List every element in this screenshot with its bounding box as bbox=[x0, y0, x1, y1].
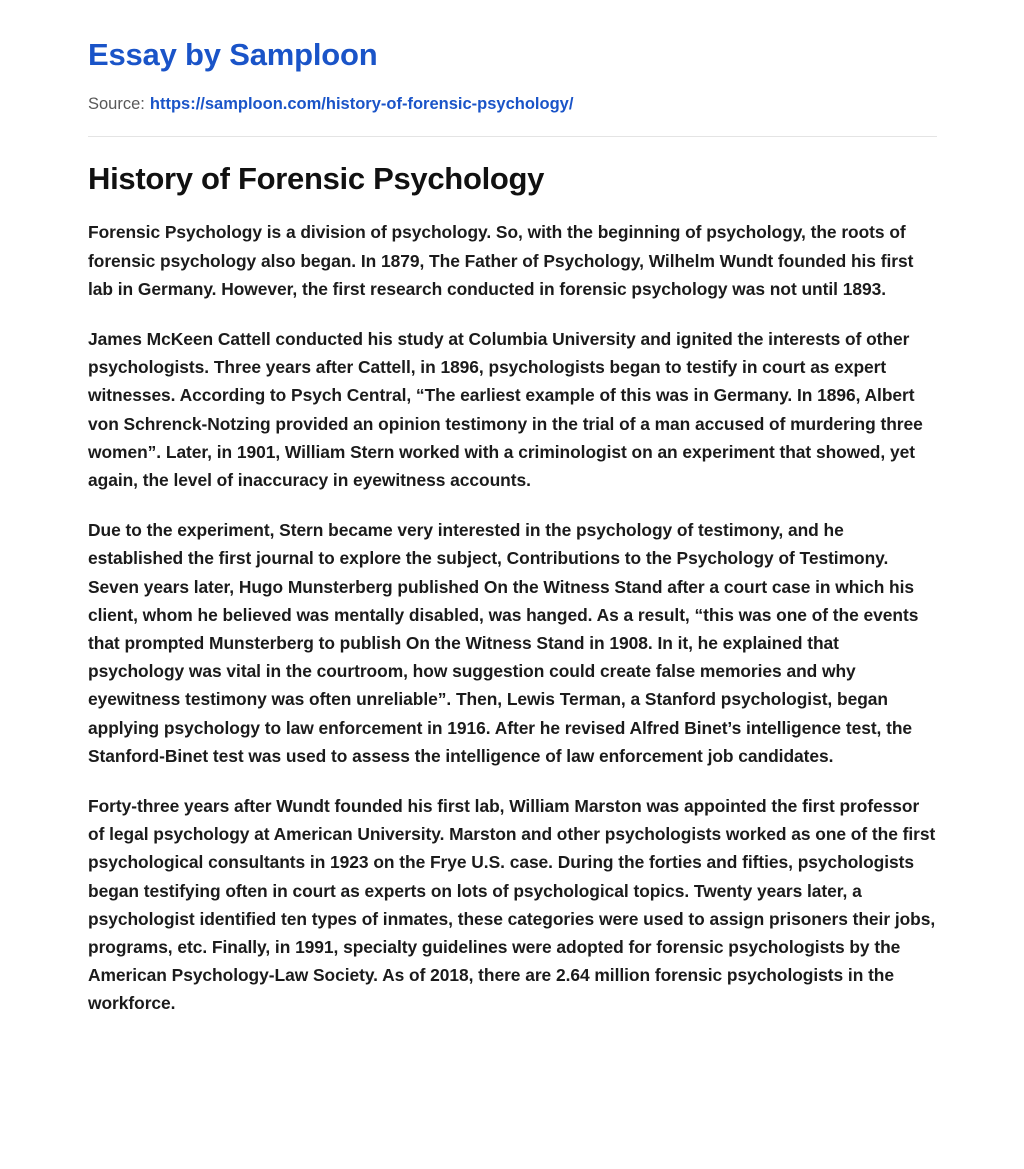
source-url-link[interactable]: https://samploon.com/history-of-forensic-psychology/ bbox=[149, 95, 574, 114]
page-title: History of Forensic Psychology bbox=[88, 160, 545, 196]
source-label: Source: bbox=[88, 95, 145, 114]
article-paragraph: Forensic Psychology is a division of psychology. So, with the beginning of psychology, the roots of forensic psychology also began. In 1879, The Father of Psychology, Wilhelm Wundt founded his first lab in Germany. However, the first research conducted in forensic psychology was not until 1893. bbox=[88, 222, 914, 299]
site-brand-title: Essay by Samploon bbox=[88, 37, 378, 72]
article-paragraph: James McKeen Cattell conducted his study at Columbia University and ignited the interests of other psychologists. Three years after Cattell, in 1896, psychologists began to testify in court as expert witnesses. According to Psych Central, “The earliest example of this was in Germany. In 1896, Albert von Schrenck-Notzing provided an opinion testimony in the trial of a man accused of murdering three women”. Later, in 1901, William Stern worked with a criminologist on an experiment that showed, yet again, the level of inaccuracy in eyewitness accounts. bbox=[88, 328, 923, 490]
article-paragraph: Forty-three years after Wundt founded his first lab, William Marston was appointed the first professor of legal psychology at American University. Marston and other psychologists worked as one of the first psychological consultants in 1923 on the Frye U.S. case. During the forties and fifties, psychologists began testifying often in court as experts on lots of psychological topics. Twenty years later, a psychologist identified ten types of inmates, these categories were used to assign prisoners their jobs, programs, etc. Finally, in 1991, specialty guidelines were adopted for forensic psychologists by the American Psychology-Law Society. As of 2018, there are 2.64 million forensic psychologists in the workforce. bbox=[88, 796, 936, 1014]
source-line bbox=[88, 73, 936, 115]
article-body bbox=[88, 198, 938, 1017]
article-paragraph: Due to the experiment, Stern became very interested in the psychology of testimony, and he established the first journal to explore the subject, Contributions to the Psychology of Testimony. Seven years later, Hugo Munsterberg published On the Witness Stand after a court case in which his client, whom he believed was mentally disabled, was hanged. As a result, “this was one of the events that prompted Munsterberg to publish On the Witness Stand in 1908. In it, he explained that psychology was vital in the courtroom, how suggestion could create false memories and why eyewitness testimony was often unreliable”. Then, Lewis Terman, a Stanford psychologist, began applying psychology to law enforcement in 1916. After he revised Alfred Binet’s intelligence test, the Stanford-Binet test was used to assess the intelligence of law enforcement job candidates. bbox=[88, 520, 919, 766]
